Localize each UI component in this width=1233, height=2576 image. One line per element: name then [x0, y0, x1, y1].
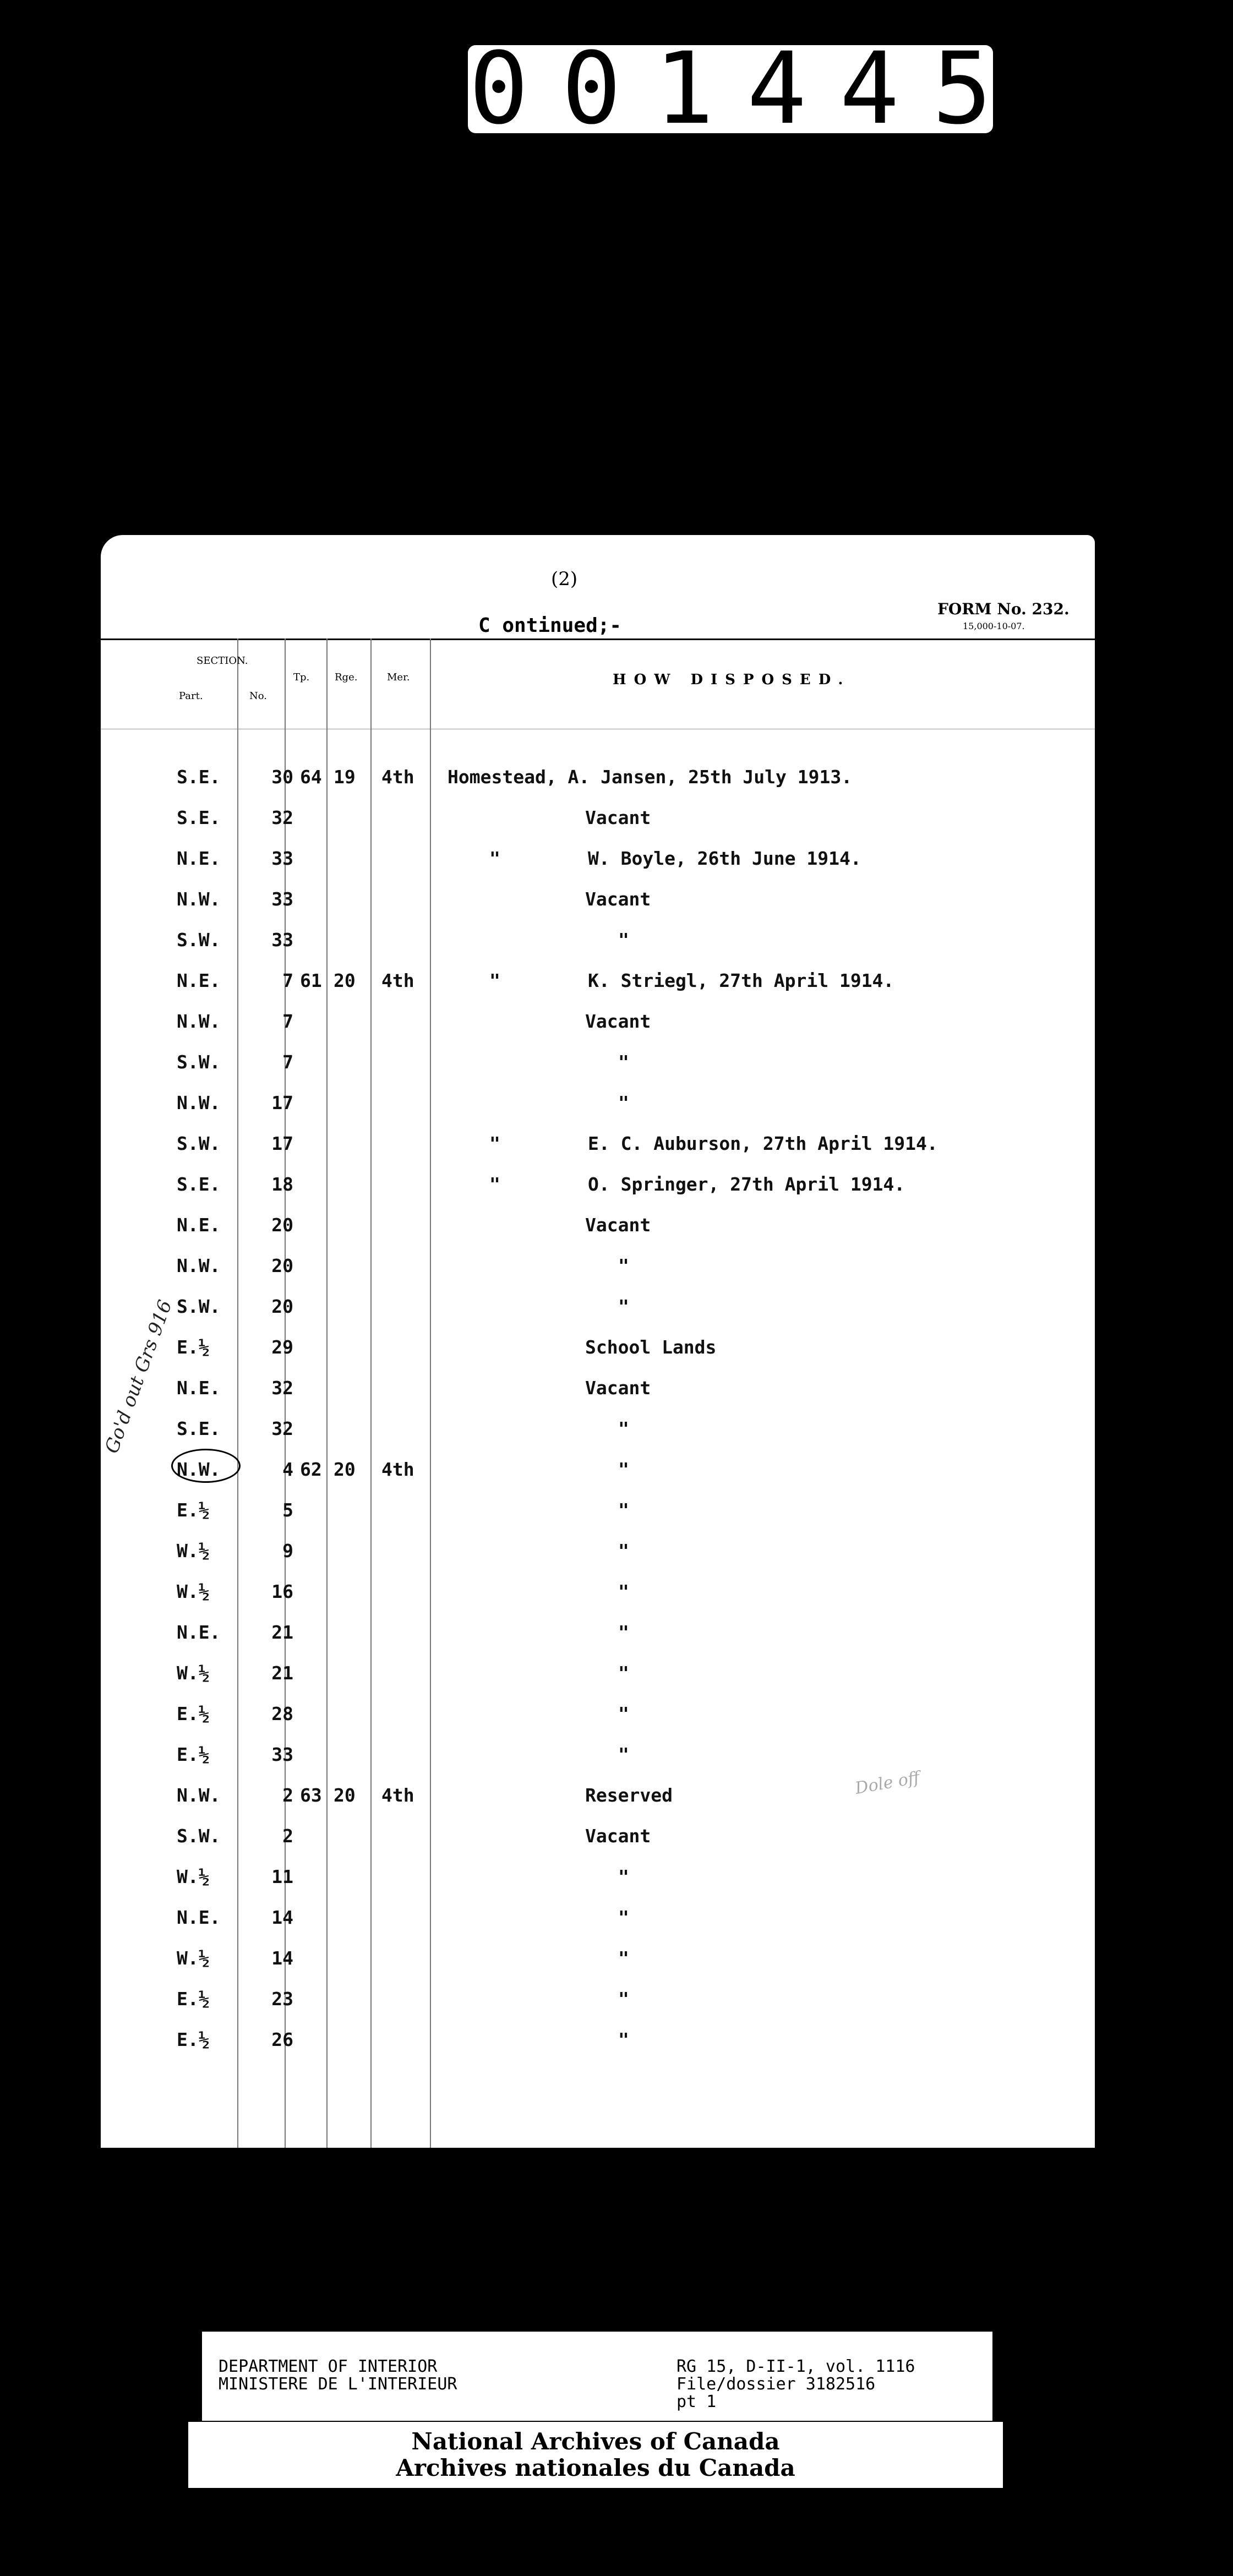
section-number: 32	[271, 807, 293, 828]
township: 61	[300, 970, 322, 991]
table-row	[101, 1133, 1095, 1166]
continued-heading: C ontinued;-	[478, 614, 622, 637]
section-part: E.½	[177, 2029, 210, 2050]
table-row	[101, 1581, 1095, 1614]
table-row	[101, 1662, 1095, 1695]
meridian: 4th	[381, 1784, 414, 1806]
section-number: 4	[282, 1459, 293, 1480]
ditto-status: "	[618, 1459, 629, 1480]
section-part: E.½	[177, 1744, 210, 1765]
table-row	[101, 1214, 1095, 1247]
table-row	[101, 970, 1095, 1003]
section-part: N.E.	[177, 970, 221, 991]
table-row	[101, 1418, 1095, 1451]
table-row	[101, 1011, 1095, 1044]
ditto-status: "	[618, 1703, 629, 1724]
section-part: S.W.	[177, 1051, 221, 1073]
ditto-status: "	[618, 2029, 629, 2050]
table-row	[101, 1744, 1095, 1777]
ditto-status: "	[618, 1662, 629, 1684]
ditto-status: "	[618, 1947, 629, 1969]
form-number: FORM No. 232.	[937, 600, 1070, 618]
section-number: 26	[271, 2029, 293, 2050]
section-number: 17	[271, 1092, 293, 1114]
township: 64	[300, 766, 322, 788]
department-line-fr: MINISTERE DE L'INTERIEUR	[219, 2375, 457, 2394]
table-row	[101, 1255, 1095, 1288]
how-disposed-header: HOW DISPOSED.	[613, 672, 851, 688]
section-number: 21	[271, 1662, 293, 1684]
section-number: 33	[271, 848, 293, 869]
ditto-status: "	[618, 1051, 629, 1073]
ditto-status: "	[618, 1622, 629, 1643]
section-number: 20	[271, 1296, 293, 1317]
meridian: 4th	[381, 970, 414, 991]
grantee: O. Springer, 27th April 1914.	[588, 1174, 905, 1195]
table-row	[101, 848, 1095, 881]
range: 20	[334, 970, 356, 991]
table-row	[101, 888, 1095, 921]
section-number: 20	[271, 1214, 293, 1236]
ditto-mark: "	[489, 1174, 500, 1195]
section-part: N.E.	[177, 1377, 221, 1399]
section-number: 9	[282, 1540, 293, 1562]
archive-name-en: National Archives of Canada	[411, 2428, 780, 2455]
pencil-annotation: Dole off	[853, 1767, 921, 1799]
table-row	[101, 1622, 1095, 1655]
section-number: 17	[271, 1133, 293, 1154]
document-page	[101, 535, 1095, 2148]
table-row	[101, 1336, 1095, 1369]
section-part: N.W.	[177, 1011, 221, 1032]
section-number: 29	[271, 1336, 293, 1358]
section-number: 14	[271, 1947, 293, 1969]
section-part: E.½	[177, 1703, 210, 1724]
section-part: E.½	[177, 1988, 210, 2010]
rge-header: Rge.	[335, 672, 358, 683]
section-part: N.E.	[177, 1214, 221, 1236]
status: Vacant	[585, 1377, 651, 1399]
section-number: 11	[271, 1866, 293, 1887]
section-part: N.W.	[177, 1092, 221, 1114]
section-part: N.W.	[177, 888, 221, 910]
section-part: S.E.	[177, 807, 221, 828]
grantee: W. Boyle, 26th June 1914.	[588, 848, 861, 869]
ditto-status: "	[618, 1092, 629, 1114]
margin-annotation: Go'd out Grs 916	[101, 1297, 177, 1456]
section-number: 16	[271, 1581, 293, 1602]
section-part: S.E.	[177, 1418, 221, 1439]
township: 62	[300, 1459, 322, 1480]
no-header: No.	[249, 690, 267, 702]
handwritten-circle	[171, 1449, 241, 1483]
section-part: W.½	[177, 1540, 210, 1562]
table-row	[101, 1499, 1095, 1532]
tp-header: Tp.	[293, 672, 310, 683]
table-row	[101, 1825, 1095, 1858]
status: Vacant	[585, 1011, 651, 1032]
ditto-status: "	[618, 1540, 629, 1562]
stamp-number: 001445	[468, 31, 1025, 146]
section-number: 20	[271, 1255, 293, 1276]
section-part: S.W.	[177, 1825, 221, 1847]
table-row	[101, 1540, 1095, 1573]
archive-stamp	[468, 31, 1025, 146]
table-row	[101, 807, 1095, 840]
section-number: 7	[282, 1051, 293, 1073]
status: Reserved	[585, 1784, 673, 1806]
mer-header: Mer.	[387, 672, 410, 683]
table-row	[101, 1459, 1095, 1492]
meridian: 4th	[381, 766, 414, 788]
ditto-mark: "	[489, 1133, 500, 1154]
section-number: 33	[271, 1744, 293, 1765]
department-line-en: DEPARTMENT OF INTERIOR	[219, 2357, 438, 2376]
table-row	[101, 2029, 1095, 2062]
range: 20	[334, 1459, 356, 1480]
range: 19	[334, 766, 356, 788]
table-row	[101, 1296, 1095, 1329]
meridian: 4th	[381, 1459, 414, 1480]
archive-name-label	[188, 2422, 1003, 2488]
part-header: Part.	[179, 690, 203, 702]
file-dossier: File/dossier 3182516	[676, 2375, 876, 2394]
table-row	[101, 1866, 1095, 1899]
ditto-status: "	[618, 1418, 629, 1439]
section-part: S.W.	[177, 1296, 221, 1317]
ditto-status: "	[618, 1255, 629, 1276]
ditto-status: "	[618, 1907, 629, 1928]
section-number: 14	[271, 1907, 293, 1928]
section-part: W.½	[177, 1662, 210, 1684]
record-group: RG 15, D-II-1, vol. 1116	[676, 2357, 915, 2376]
section-number: 18	[271, 1174, 293, 1195]
ditto-status: "	[618, 1296, 629, 1317]
ditto-status: "	[618, 1988, 629, 2010]
section-number: 23	[271, 1988, 293, 2010]
table-row	[101, 1703, 1095, 1736]
ditto-status: "	[618, 1866, 629, 1887]
page-number: (2)	[551, 568, 578, 590]
table-row	[101, 766, 1095, 799]
section-part: N.E.	[177, 848, 221, 869]
section-number: 32	[271, 1418, 293, 1439]
section-part: S.E.	[177, 1174, 221, 1195]
table-row	[101, 1784, 1095, 1818]
ditto-status: "	[618, 1499, 629, 1521]
ditto-status: "	[618, 1581, 629, 1602]
section-part: W.½	[177, 1947, 210, 1969]
section-number: 28	[271, 1703, 293, 1724]
archive-name-fr: Archives nationales du Canada	[396, 2454, 795, 2481]
section-part: N.E.	[177, 1622, 221, 1643]
section-number: 30	[271, 766, 293, 788]
section-part: W.½	[177, 1581, 210, 1602]
section-number: 7	[282, 1011, 293, 1032]
section-number: 33	[271, 929, 293, 951]
section-part: W.½	[177, 1866, 210, 1887]
status: Vacant	[585, 807, 651, 828]
archive-reference-label	[202, 2332, 992, 2421]
disposition-text: Homestead, A. Jansen, 25th July 1913.	[448, 766, 853, 788]
header-rule	[101, 638, 1095, 640]
section-part: N.W.	[177, 1255, 221, 1276]
section-part: S.W.	[177, 1133, 221, 1154]
section-part: S.E.	[177, 766, 221, 788]
section-number: 5	[282, 1499, 293, 1521]
table-row	[101, 1377, 1095, 1410]
section-header: SECTION.	[197, 655, 248, 667]
table-row	[101, 1947, 1095, 1980]
table-row	[101, 1092, 1095, 1125]
section-part: E.½	[177, 1336, 210, 1358]
ditto-mark: "	[489, 970, 500, 991]
ditto-mark: "	[489, 848, 500, 869]
section-part: N.W.	[177, 1784, 221, 1806]
township: 63	[300, 1784, 322, 1806]
status: Vacant	[585, 888, 651, 910]
section-part: N.W.	[177, 1459, 221, 1480]
section-number: 33	[271, 888, 293, 910]
section-number: 21	[271, 1622, 293, 1643]
section-number: 2	[282, 1825, 293, 1847]
section-number: 2	[282, 1784, 293, 1806]
table-row	[101, 1988, 1095, 2021]
section-number: 7	[282, 970, 293, 991]
section-part: E.½	[177, 1499, 210, 1521]
range: 20	[334, 1784, 356, 1806]
form-print-code: 15,000-10-07.	[963, 621, 1025, 631]
table-row	[101, 1907, 1095, 1940]
section-number: 32	[271, 1377, 293, 1399]
ditto-status: "	[618, 929, 629, 951]
part-number: pt 1	[676, 2392, 717, 2411]
table-row	[101, 1051, 1095, 1084]
grantee: E. C. Auburson, 27th April 1914.	[588, 1133, 938, 1154]
table-row	[101, 1174, 1095, 1207]
grantee: K. Striegl, 27th April 1914.	[588, 970, 894, 991]
status: School Lands	[585, 1336, 717, 1358]
section-part: N.E.	[177, 1907, 221, 1928]
section-part: S.W.	[177, 929, 221, 951]
table-row	[101, 929, 1095, 962]
status: Vacant	[585, 1825, 651, 1847]
status: Vacant	[585, 1214, 651, 1236]
ditto-status: "	[618, 1744, 629, 1765]
